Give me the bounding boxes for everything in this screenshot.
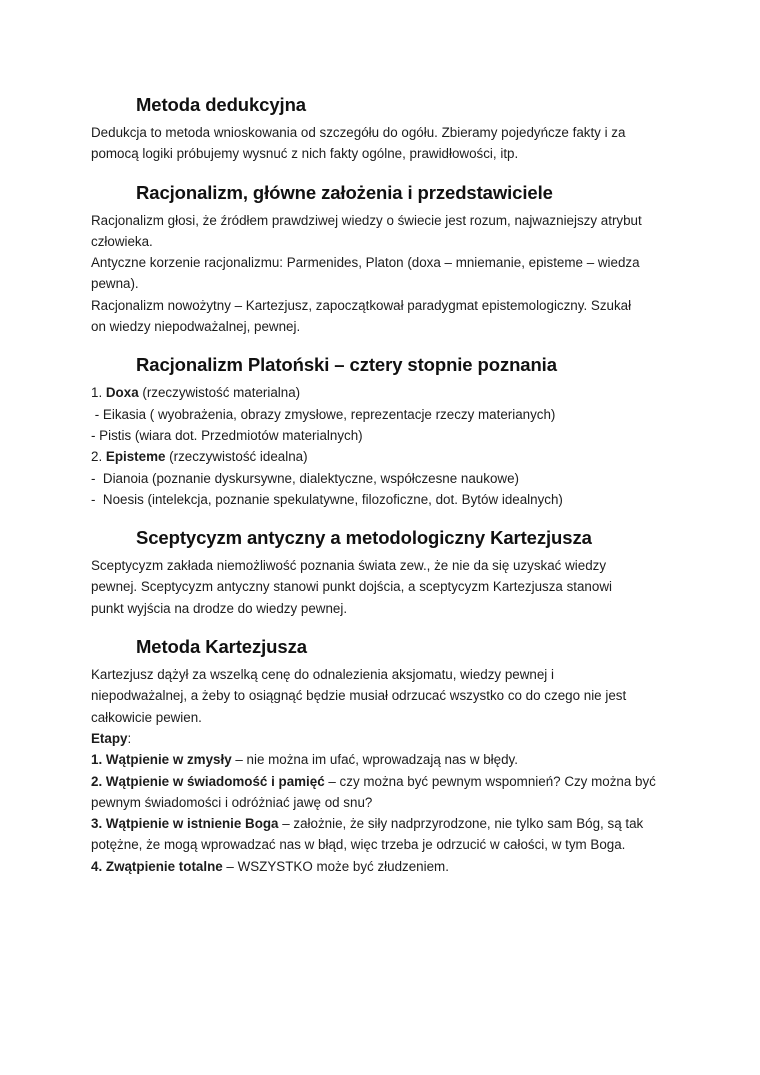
paragraph-line: Antyczne korzenie racjonalizmu: Parmenides, Platon (doxa – mniemanie, episteme – wiedza [91, 255, 640, 271]
list-item: - Dianoia (poznanie dyskursywne, dialektyczne, współczesne naukowe) [91, 470, 519, 486]
paragraph-line: punkt wyjścia na drodze do wiedzy pewnej. [91, 600, 348, 616]
stages-label: Etapy: [91, 730, 132, 746]
paragraph-line: Kartezjusz dążył za wszelką cenę do odnalezienia aksjomatu, wiedzy pewnej i [91, 667, 554, 683]
section-heading: Sceptycyzm antyczny a metodologiczny Kartezjusza [136, 527, 592, 549]
section-platonic-rationalism [91, 350, 680, 510]
paragraph-line: człowieka. [91, 233, 153, 249]
stage-item: 3. Wątpienie w istnienie Boga – założnie, że siły nadprzyrodzone, nie tylko sam Bóg, są tak [91, 816, 644, 832]
paragraph-line: pewna). [91, 276, 139, 292]
list-item: 1. Doxa (rzeczywistość materialna) [91, 385, 301, 401]
list-item: - Noesis (intelekcja, poznanie spekulatywne, filozoficzne, dot. Bytów idealnych) [91, 491, 563, 507]
section-heading: Metoda dedukcyjna [136, 94, 306, 115]
paragraph-line: Dedukcja to metoda wnioskowania od szczegółu do ogółu. Zbieramy pojedyńcze fakty i za [91, 125, 626, 140]
list-item: 2. Episteme (rzeczywistość idealna) [91, 449, 308, 465]
paragraph-line: pewnej. Sceptycyzm antyczny stanowi punkt dojścia, a sceptycyzm Kartezjusza stanowi [91, 579, 612, 595]
paragraph-line: Racjonalizm nowożytny – Kartezjusz, zapoczątkował paradygmat epistemologiczny. Szukał [91, 297, 632, 313]
paragraph-line: niepodważalnej, a żeby to osiągnąć będzie musiał odrzucać wszystko co do czego nie jest [91, 688, 627, 704]
paragraph-line: całkowicie pewien. [91, 709, 202, 725]
section-descartes-method [91, 632, 680, 877]
stage-item: 4. Zwątpienie totalne – WSZYSTKO może być złudzeniem. [91, 858, 449, 874]
list-item: - Pistis (wiara dot. Przedmiotów materialnych) [91, 427, 363, 443]
paragraph-line: Racjonalizm głosi, że źródłem prawdziwej wiedzy o świecie jest rozum, najwazniejszy atrybut [91, 212, 642, 228]
stage-item-continuation: potężne, że mogą wprowadzać nas w błąd, więc trzeba je odrzucić w całości, w tym Boga. [91, 837, 626, 853]
stage-item: 2. Wątpienie w świadomość i pamięć – czy można być pewnym wspomnień? Czy można być [91, 773, 656, 789]
paragraph-line: pomocą logiki próbujemy wysnuć z nich fakty ogólne, prawidłowości, itp. [91, 146, 519, 162]
stage-item: 1. Wątpienie w zmysły – nie można im ufać, wprowadzają nas w błędy. [91, 752, 518, 768]
section-skepticism [91, 523, 680, 619]
term-doxa: Doxa [105, 385, 139, 401]
section-heading: Racjonalizm Platoński – cztery stopnie poznania [136, 354, 557, 376]
section-heading: Metoda Kartezjusza [136, 636, 307, 658]
paragraph-line: on wiedzy niepodważalnej, pewnej. [91, 319, 301, 335]
section-rationalism [91, 178, 680, 338]
list-item: - Eikasia ( wyobrażenia, obrazy zmysłowe, reprezentacje rzeczy materianych) [91, 406, 556, 422]
section-heading: Racjonalizm, główne założenia i przedstawiciele [136, 181, 553, 203]
section-deduction [91, 90, 680, 165]
paragraph-line: Sceptycyzm zakłada niemożliwość poznania świata zew., że nie da się uzyskać wiedzy [91, 558, 607, 574]
term-episteme: Episteme [105, 449, 166, 465]
stage-item-continuation: pewnym świadomości i odróżniać jawę od snu? [91, 794, 373, 810]
